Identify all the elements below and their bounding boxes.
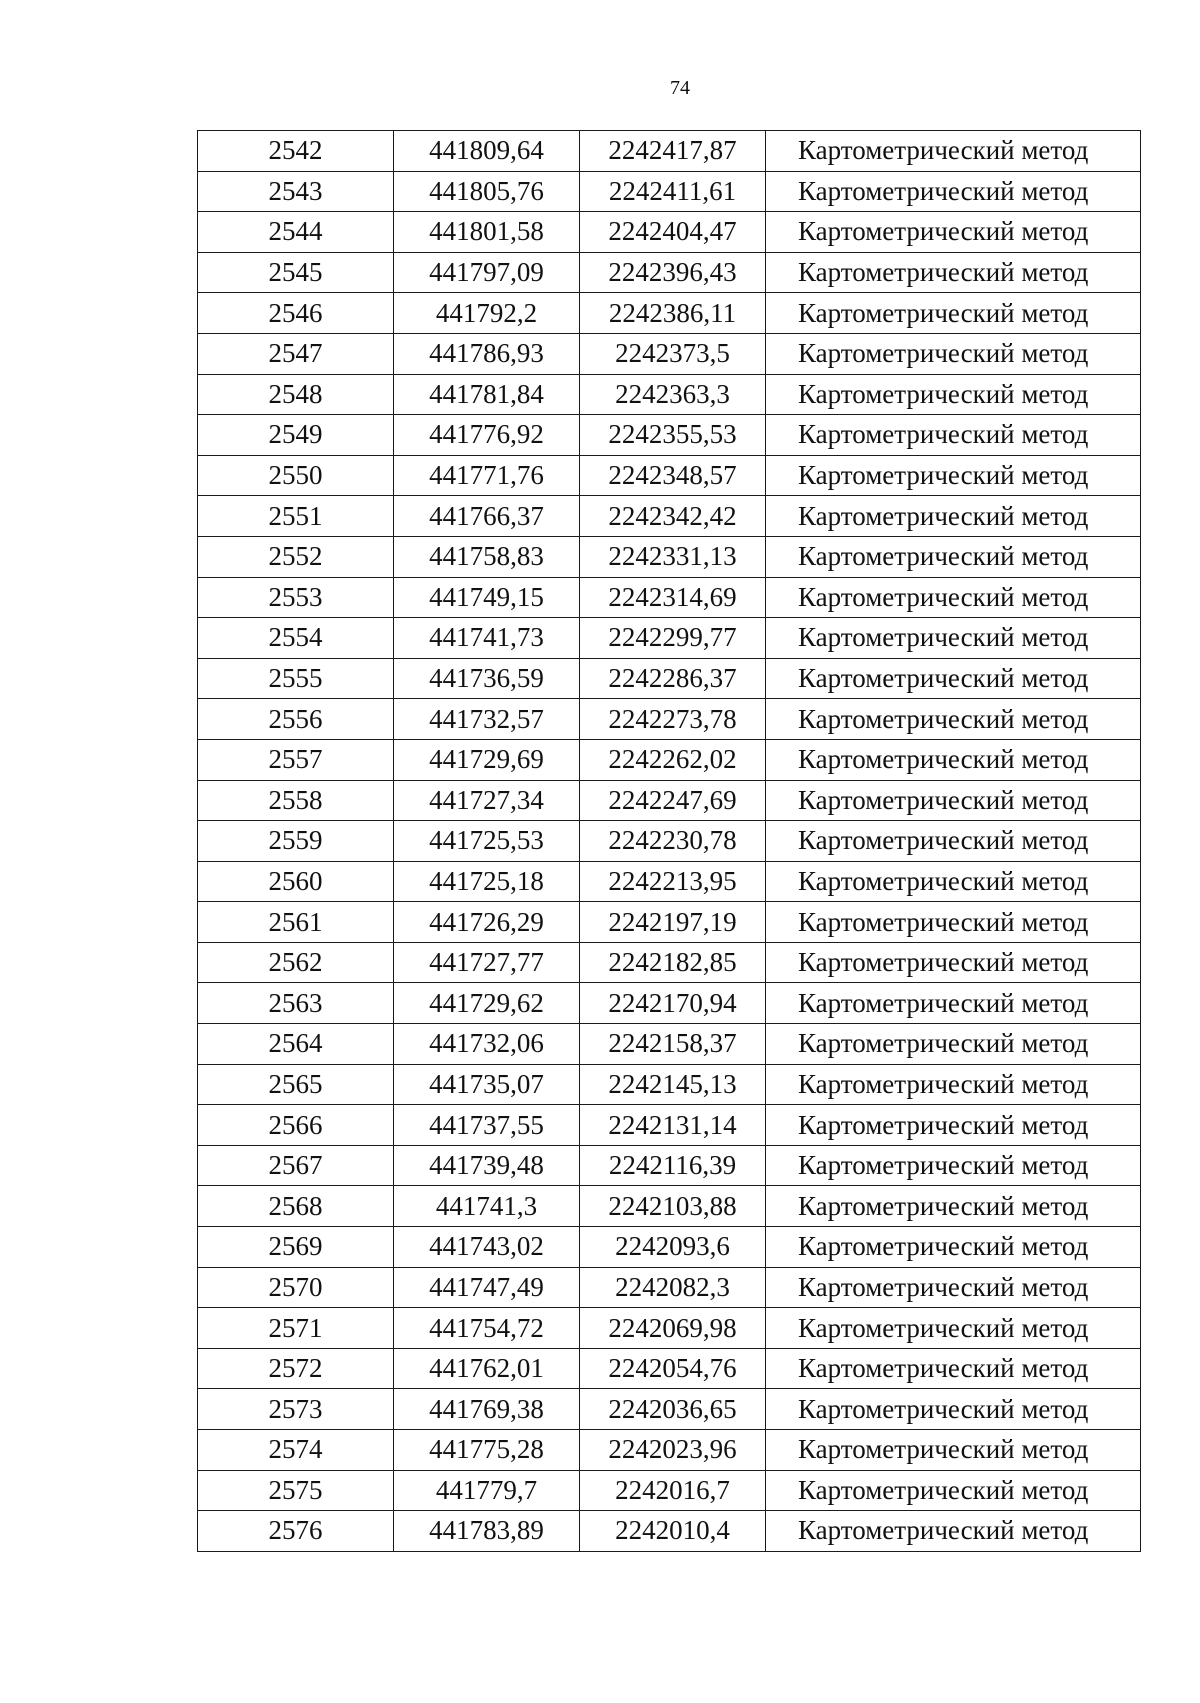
method-cell: Картометрический метод [766, 374, 1141, 415]
y-coordinate-cell: 2242093,6 [580, 1227, 766, 1268]
table-row [198, 293, 1141, 334]
x-coordinate-cell: 441779,7 [394, 1470, 580, 1511]
method-cell: Картометрический метод [766, 293, 1141, 334]
x-coordinate-cell: 441771,76 [394, 455, 580, 496]
point-number-cell: 2556 [198, 699, 394, 740]
y-coordinate-cell: 2242286,37 [580, 658, 766, 699]
point-number-cell: 2553 [198, 577, 394, 618]
y-coordinate-cell: 2242355,53 [580, 415, 766, 456]
table-row [198, 1430, 1141, 1471]
x-coordinate-cell: 441737,55 [394, 1105, 580, 1146]
method-cell: Картометрический метод [766, 131, 1141, 172]
table-row [198, 374, 1141, 415]
y-coordinate-cell: 2242373,5 [580, 333, 766, 374]
method-cell: Картометрический метод [766, 1145, 1141, 1186]
x-coordinate-cell: 441758,83 [394, 536, 580, 577]
y-coordinate-cell: 2242314,69 [580, 577, 766, 618]
y-coordinate-cell: 2242054,76 [580, 1348, 766, 1389]
method-cell: Картометрический метод [766, 1064, 1141, 1105]
x-coordinate-cell: 441786,93 [394, 333, 580, 374]
x-coordinate-cell: 441729,69 [394, 739, 580, 780]
point-number-cell: 2571 [198, 1308, 394, 1349]
method-cell: Картометрический метод [766, 1470, 1141, 1511]
method-cell: Картометрический метод [766, 455, 1141, 496]
table-row [198, 618, 1141, 659]
table-row [198, 1227, 1141, 1268]
x-coordinate-cell: 441797,09 [394, 252, 580, 293]
table-row [198, 577, 1141, 618]
table-row [198, 131, 1141, 172]
page-number: 74 [670, 77, 690, 99]
point-number-cell: 2562 [198, 942, 394, 983]
point-number-cell: 2549 [198, 415, 394, 456]
table-row [198, 780, 1141, 821]
point-number-cell: 2561 [198, 902, 394, 943]
table-row [198, 1186, 1141, 1227]
y-coordinate-cell: 2242230,78 [580, 821, 766, 862]
x-coordinate-cell: 441775,28 [394, 1430, 580, 1471]
table-row [198, 1105, 1141, 1146]
method-cell: Картометрический метод [766, 942, 1141, 983]
point-number-cell: 2557 [198, 739, 394, 780]
y-coordinate-cell: 2242082,3 [580, 1267, 766, 1308]
method-cell: Картометрический метод [766, 739, 1141, 780]
y-coordinate-cell: 2242404,47 [580, 212, 766, 253]
table-row [198, 212, 1141, 253]
point-number-cell: 2575 [198, 1470, 394, 1511]
method-cell: Картометрический метод [766, 1308, 1141, 1349]
y-coordinate-cell: 2242386,11 [580, 293, 766, 334]
table-row [198, 1308, 1141, 1349]
table-row [198, 536, 1141, 577]
point-number-cell: 2560 [198, 861, 394, 902]
x-coordinate-cell: 441739,48 [394, 1145, 580, 1186]
method-cell: Картометрический метод [766, 1430, 1141, 1471]
y-coordinate-cell: 2242145,13 [580, 1064, 766, 1105]
point-number-cell: 2547 [198, 333, 394, 374]
method-cell: Картометрический метод [766, 536, 1141, 577]
table-row [198, 861, 1141, 902]
point-number-cell: 2570 [198, 1267, 394, 1308]
y-coordinate-cell: 2242247,69 [580, 780, 766, 821]
method-cell: Картометрический метод [766, 780, 1141, 821]
x-coordinate-cell: 441754,72 [394, 1308, 580, 1349]
x-coordinate-cell: 441801,58 [394, 212, 580, 253]
method-cell: Картометрический метод [766, 861, 1141, 902]
y-coordinate-cell: 2242417,87 [580, 131, 766, 172]
table-row [198, 252, 1141, 293]
y-coordinate-cell: 2242262,02 [580, 739, 766, 780]
method-cell: Картометрический метод [766, 333, 1141, 374]
y-coordinate-cell: 2242342,42 [580, 496, 766, 537]
coordinates-table-body [198, 131, 1141, 1552]
table-row [198, 942, 1141, 983]
method-cell: Картометрический метод [766, 1511, 1141, 1552]
table-row [198, 1267, 1141, 1308]
y-coordinate-cell: 2242348,57 [580, 455, 766, 496]
y-coordinate-cell: 2242010,4 [580, 1511, 766, 1552]
method-cell: Картометрический метод [766, 415, 1141, 456]
point-number-cell: 2555 [198, 658, 394, 699]
x-coordinate-cell: 441769,38 [394, 1389, 580, 1430]
point-number-cell: 2546 [198, 293, 394, 334]
y-coordinate-cell: 2242131,14 [580, 1105, 766, 1146]
point-number-cell: 2552 [198, 536, 394, 577]
y-coordinate-cell: 2242299,77 [580, 618, 766, 659]
method-cell: Картометрический метод [766, 577, 1141, 618]
point-number-cell: 2554 [198, 618, 394, 659]
x-coordinate-cell: 441783,89 [394, 1511, 580, 1552]
y-coordinate-cell: 2242158,37 [580, 1024, 766, 1065]
x-coordinate-cell: 441729,62 [394, 983, 580, 1024]
method-cell: Картометрический метод [766, 902, 1141, 943]
table-row [198, 1470, 1141, 1511]
x-coordinate-cell: 441732,06 [394, 1024, 580, 1065]
table-row [198, 333, 1141, 374]
point-number-cell: 2559 [198, 821, 394, 862]
x-coordinate-cell: 441727,77 [394, 942, 580, 983]
table-row [198, 902, 1141, 943]
table-row [198, 983, 1141, 1024]
x-coordinate-cell: 441749,15 [394, 577, 580, 618]
method-cell: Картометрический метод [766, 821, 1141, 862]
table-row [198, 496, 1141, 537]
x-coordinate-cell: 441727,34 [394, 780, 580, 821]
point-number-cell: 2568 [198, 1186, 394, 1227]
method-cell: Картометрический метод [766, 252, 1141, 293]
table-row [198, 1064, 1141, 1105]
y-coordinate-cell: 2242023,96 [580, 1430, 766, 1471]
x-coordinate-cell: 441805,76 [394, 171, 580, 212]
point-number-cell: 2564 [198, 1024, 394, 1065]
table-row [198, 739, 1141, 780]
x-coordinate-cell: 441741,3 [394, 1186, 580, 1227]
table-row [198, 821, 1141, 862]
x-coordinate-cell: 441792,2 [394, 293, 580, 334]
method-cell: Картометрический метод [766, 1024, 1141, 1065]
table-row [198, 455, 1141, 496]
y-coordinate-cell: 2242331,13 [580, 536, 766, 577]
x-coordinate-cell: 441741,73 [394, 618, 580, 659]
x-coordinate-cell: 441732,57 [394, 699, 580, 740]
point-number-cell: 2572 [198, 1348, 394, 1389]
x-coordinate-cell: 441743,02 [394, 1227, 580, 1268]
point-number-cell: 2550 [198, 455, 394, 496]
method-cell: Картометрический метод [766, 496, 1141, 537]
method-cell: Картометрический метод [766, 983, 1141, 1024]
x-coordinate-cell: 441725,18 [394, 861, 580, 902]
x-coordinate-cell: 441766,37 [394, 496, 580, 537]
table-row [198, 699, 1141, 740]
method-cell: Картометрический метод [766, 1186, 1141, 1227]
point-number-cell: 2573 [198, 1389, 394, 1430]
table-row [198, 1024, 1141, 1065]
x-coordinate-cell: 441747,49 [394, 1267, 580, 1308]
method-cell: Картометрический метод [766, 1227, 1141, 1268]
method-cell: Картометрический метод [766, 1389, 1141, 1430]
y-coordinate-cell: 2242182,85 [580, 942, 766, 983]
method-cell: Картометрический метод [766, 658, 1141, 699]
x-coordinate-cell: 441781,84 [394, 374, 580, 415]
point-number-cell: 2544 [198, 212, 394, 253]
point-number-cell: 2566 [198, 1105, 394, 1146]
y-coordinate-cell: 2242411,61 [580, 171, 766, 212]
table-row [198, 415, 1141, 456]
method-cell: Картометрический метод [766, 212, 1141, 253]
y-coordinate-cell: 2242213,95 [580, 861, 766, 902]
point-number-cell: 2576 [198, 1511, 394, 1552]
point-number-cell: 2543 [198, 171, 394, 212]
table-row [198, 1511, 1141, 1552]
table-row [198, 658, 1141, 699]
point-number-cell: 2574 [198, 1430, 394, 1471]
point-number-cell: 2551 [198, 496, 394, 537]
y-coordinate-cell: 2242363,3 [580, 374, 766, 415]
point-number-cell: 2565 [198, 1064, 394, 1105]
method-cell: Картометрический метод [766, 618, 1141, 659]
y-coordinate-cell: 2242069,98 [580, 1308, 766, 1349]
coordinates-table [197, 130, 1141, 1552]
point-number-cell: 2542 [198, 131, 394, 172]
y-coordinate-cell: 2242170,94 [580, 983, 766, 1024]
x-coordinate-cell: 441726,29 [394, 902, 580, 943]
y-coordinate-cell: 2242396,43 [580, 252, 766, 293]
point-number-cell: 2545 [198, 252, 394, 293]
method-cell: Картометрический метод [766, 1267, 1141, 1308]
y-coordinate-cell: 2242116,39 [580, 1145, 766, 1186]
method-cell: Картометрический метод [766, 699, 1141, 740]
table-row [198, 1389, 1141, 1430]
y-coordinate-cell: 2242016,7 [580, 1470, 766, 1511]
point-number-cell: 2548 [198, 374, 394, 415]
y-coordinate-cell: 2242036,65 [580, 1389, 766, 1430]
x-coordinate-cell: 441762,01 [394, 1348, 580, 1389]
table-row [198, 1145, 1141, 1186]
y-coordinate-cell: 2242197,19 [580, 902, 766, 943]
point-number-cell: 2563 [198, 983, 394, 1024]
point-number-cell: 2567 [198, 1145, 394, 1186]
point-number-cell: 2558 [198, 780, 394, 821]
x-coordinate-cell: 441776,92 [394, 415, 580, 456]
y-coordinate-cell: 2242273,78 [580, 699, 766, 740]
method-cell: Картометрический метод [766, 171, 1141, 212]
x-coordinate-cell: 441736,59 [394, 658, 580, 699]
x-coordinate-cell: 441735,07 [394, 1064, 580, 1105]
table-row [198, 1348, 1141, 1389]
y-coordinate-cell: 2242103,88 [580, 1186, 766, 1227]
x-coordinate-cell: 441725,53 [394, 821, 580, 862]
table-row [198, 171, 1141, 212]
point-number-cell: 2569 [198, 1227, 394, 1268]
x-coordinate-cell: 441809,64 [394, 131, 580, 172]
method-cell: Картометрический метод [766, 1348, 1141, 1389]
method-cell: Картометрический метод [766, 1105, 1141, 1146]
